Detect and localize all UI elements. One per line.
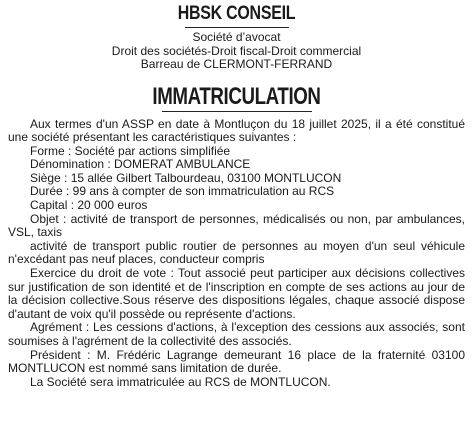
capital-line: Capital : 20 000 euros (30, 198, 148, 213)
title-divider (162, 111, 312, 112)
rcs-line: La Société sera immatriculée au RCS de MONTLUCON. (30, 374, 331, 389)
vote-paragraph: Exercice du droit de vote : Tout associé peut participer aux décisions collectives sur justification de son identité et de l'inscription en compte de ses actions au jour de la décision collective.Sous réserve des dispositions légales, chaque associé dispose d'autant de voix qu'il possède ou représente d'actions. (8, 266, 465, 321)
header-divider (185, 27, 289, 28)
firm-line-3: Barreau de CLERMONT-FERRAND (140, 57, 333, 71)
firm-line-1: Société d’avocat (192, 30, 281, 44)
objet-paragraph: Objet : activité de transport de personnes, médicalisés ou non, par ambulances, VSL, taxis (8, 211, 465, 240)
intro-paragraph: Aux termes d'un ASSP en date à Montluçon du 18 juillet 2025, il a été constitué une société présentant les caractéristiques suivantes : (8, 116, 465, 145)
firm-header (8, 2, 465, 72)
president-paragraph: Président : M. Frédéric Lagrange demeurant 16 place de la fraternité 03100 MONTLUCON est nommé sans limitation de durée. (8, 347, 465, 376)
denomination-line: Dénomination : DOMERAT AMBULANCE (30, 157, 251, 172)
duree-line: Durée : 99 ans à compter de son immatriculation au RCS (30, 184, 335, 199)
forme-line: Forme : Société par actions simplifiée (30, 143, 231, 158)
agrement-paragraph: Agrément : Les cessions d'actions, à l'exception des cessions aux associés, sont soumises à l'agrément de la collectivité des associés. (8, 320, 465, 348)
firm-name: HBSK CONSEIL (177, 3, 296, 24)
firm-line-2: Droit des sociétés-Droit fiscal-Droit commercial (111, 43, 362, 58)
siege-line: Siège : 15 allée Gilbert Talbourdeau, 03100 MONTLUCON (30, 170, 342, 185)
notice-title: IMMATRICULATION (152, 82, 321, 110)
notice-body (8, 118, 465, 390)
objet-continuation-paragraph: activité de transport public routier de personnes au moyen d'un seul véhicule n'excédant pas neuf places, conducteur compris (8, 238, 465, 267)
